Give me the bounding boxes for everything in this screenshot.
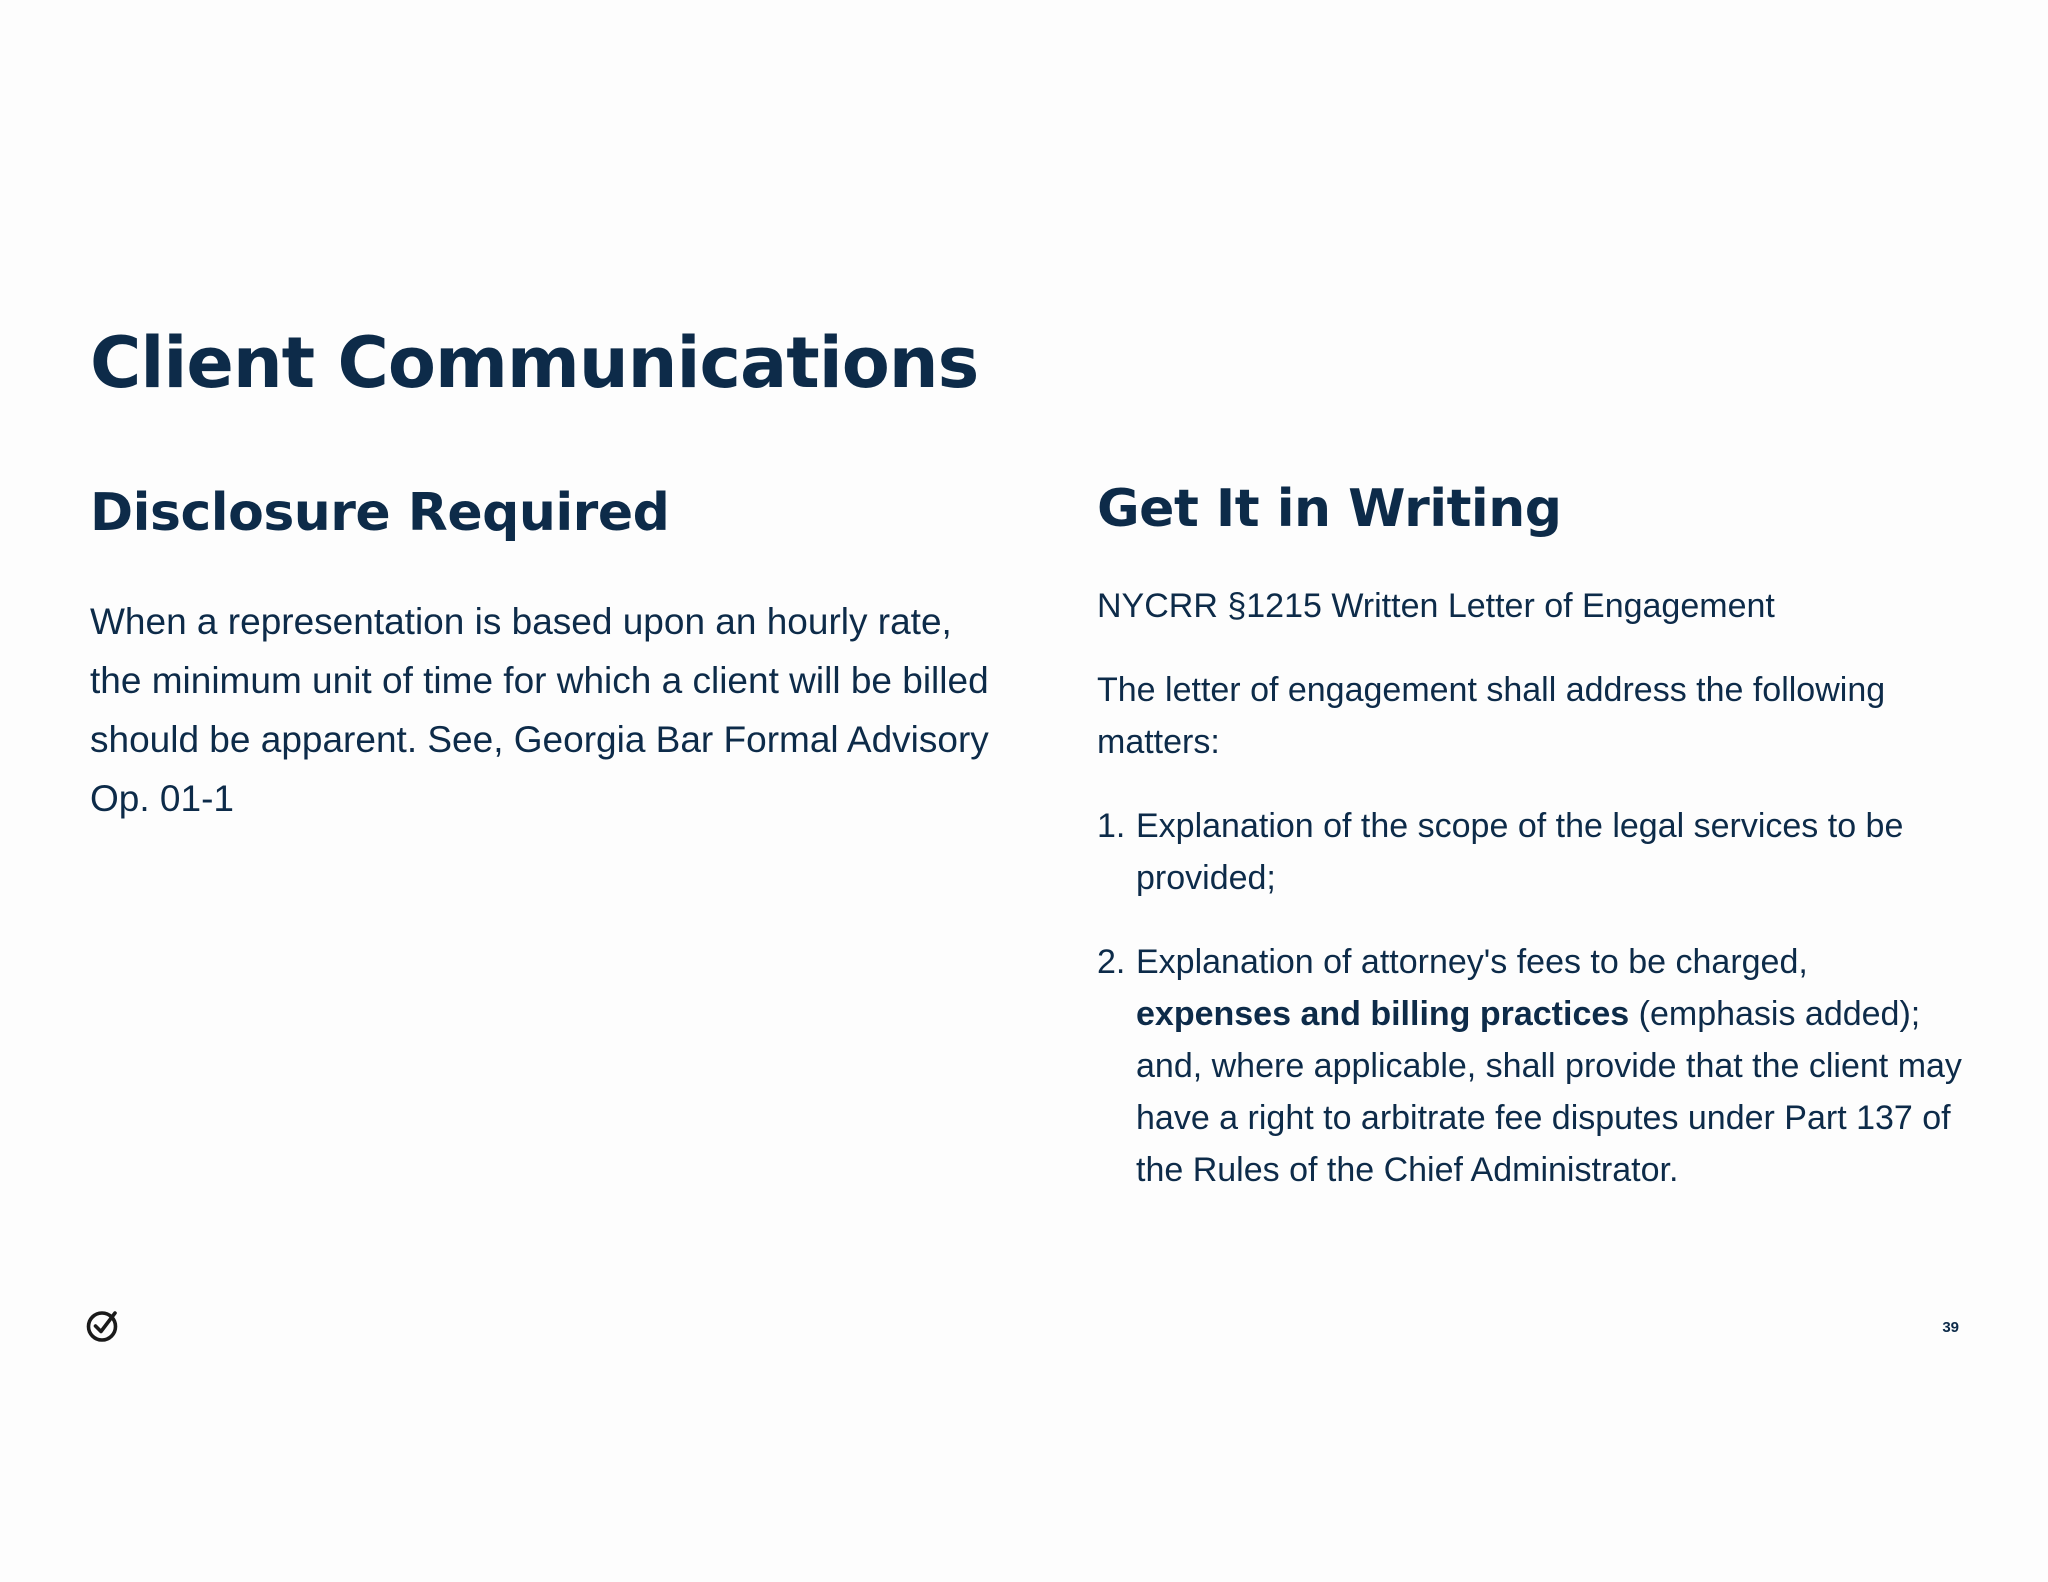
list-item bbox=[1097, 800, 1967, 904]
list-item bbox=[1097, 936, 1967, 1196]
engagement-matters-list bbox=[1097, 800, 1967, 1228]
check-circle-icon bbox=[85, 1308, 121, 1344]
emphasized-text: expenses and billing practices bbox=[1136, 995, 1630, 1033]
engagement-intro: The letter of engagement shall address the following matters: bbox=[1097, 671, 1886, 761]
list-item-number: 1. bbox=[1097, 807, 1126, 845]
list-item-text: Explanation of the scope of the legal services to be provided; bbox=[1136, 807, 1904, 897]
list-item-text bbox=[1136, 936, 1967, 1196]
writing-heading: Get It in Writing bbox=[1097, 479, 1562, 539]
page-number: 39 bbox=[1942, 1319, 1959, 1336]
disclosure-body: When a representation is based upon an hourly rate, the minimum unit of time for which a client will be billed should be apparent. See, Georgia Bar Formal Advisory Op. 01-1 bbox=[90, 601, 989, 819]
list-item-text-start: Explanation of attorney's fees to be charged, bbox=[1136, 943, 1808, 981]
list-item-text-end: (emphasis added); and, where applicable, shall provide that the client may have a right to arbitrate fee disputes under Part 137 of the Rules of the Chief Administrator. bbox=[1136, 995, 1962, 1189]
regulation-citation: NYCRR §1215 Written Letter of Engagement bbox=[1097, 587, 1775, 625]
disclosure-heading: Disclosure Required bbox=[90, 483, 670, 543]
slide-title: Client Communications bbox=[90, 322, 979, 404]
list-item-number: 2. bbox=[1097, 943, 1126, 981]
